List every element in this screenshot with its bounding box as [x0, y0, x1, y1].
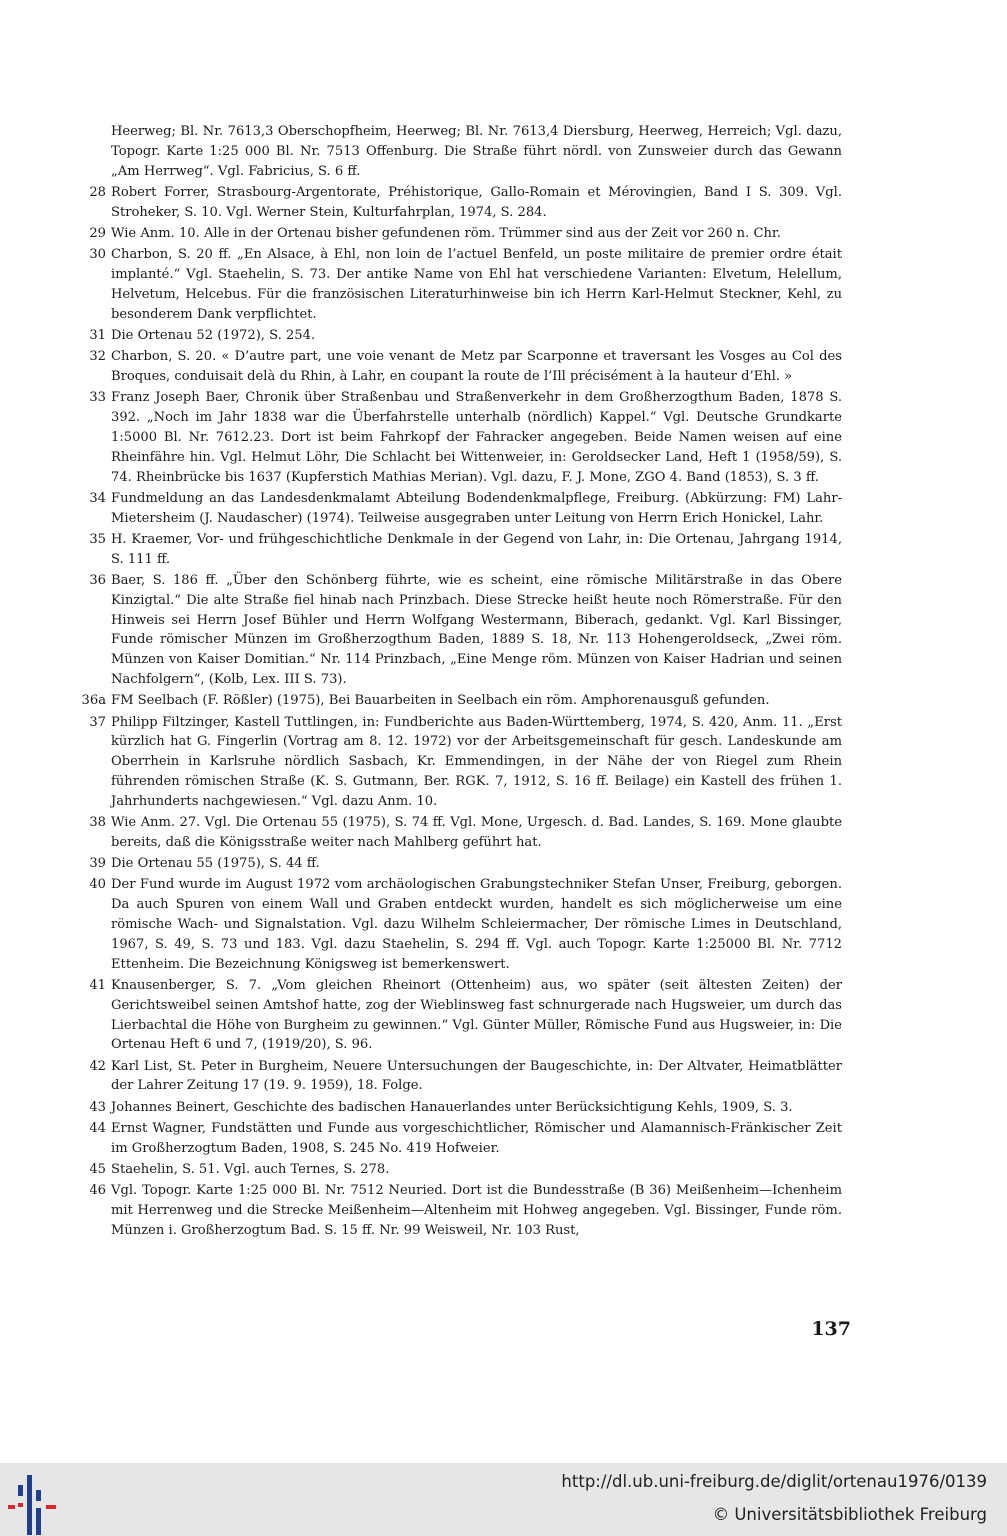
- footnote-text: Knausenberger, S. 7. „Vom gleichen Rheinort (Ottenheim) aus, wo später (seit ältesten Zeiten) der Gerichtsweibel seinen Amtshof hatte, zog der Wieblinsweg fast schnurgerade nach Hugsweier, um durch das Lierbachtal die Höhe von Burgheim zu gewinnen.“ Vgl. Günter Müller, Römische Fund aus Hugsweier, in: Die Ortenau Heft 6 und 7, (1919/20), S. 96.: [111, 977, 842, 1053]
- footnote-text: Wie Anm. 27. Vgl. Die Ortenau 55 (1975), S. 74 ff. Vgl. Mone, Urgesch. d. Bad. Landes, S. 169. Mone glaubte bereits, daß die Königsstraße weiter nach Mahlberg geführt hat.: [111, 815, 842, 850]
- footnote-entry: [84, 245, 842, 324]
- footnote-text: Die Ortenau 52 (1972), S. 254.: [111, 327, 316, 343]
- footnote-entry: [84, 122, 842, 181]
- footnote-number: 31: [89, 327, 106, 343]
- footnote-number: 39: [89, 856, 106, 872]
- footnote-entry: [84, 388, 842, 487]
- footnote-entry: [84, 976, 842, 1055]
- footnote-number: 44: [89, 1121, 106, 1137]
- footnote-text: FM Seelbach (F. Rößler) (1975), Bei Bauarbeiten in Seelbach ein röm. Amphorenausguß gefunden.: [111, 693, 770, 709]
- footnote-text: Robert Forrer, Strasbourg-Argentorate, Préhistorique, Gallo-Romain et Mérovingien, Band I S. 309. Vgl. Stroheker, S. 10. Vgl. Werner Stein, Kulturfahrplan, 1974, S. 284.: [111, 184, 842, 220]
- library-footer: [0, 1463, 1007, 1536]
- footnote-text: Karl List, St. Peter in Burgheim, Neuere Untersuchungen der Baugeschichte, in: Der Altvater, Heimatblätter der Lahrer Zeitung 17 (19. 9. 1959), 18. Folge.: [111, 1058, 842, 1094]
- footnote-number: 38: [89, 815, 106, 831]
- footnote-text: Heerweg; Bl. Nr. 7613,3 Oberschopfheim, Heerweg; Bl. Nr. 7613,4 Diersburg, Heerweg, Herreich; Vgl. dazu, Topogr. Karte 1:25 000 Bl. Nr. 7513 Offenburg. Die Straße führt nördl. von Zunsweier durch das Gewann „Am Herrweg“. Vgl. Fabricius, S. 6 ff.: [111, 124, 842, 179]
- footnote-number: 42: [89, 1058, 106, 1074]
- footnote-number: 35: [89, 531, 106, 547]
- footnote-text: Der Fund wurde im August 1972 vom archäologischen Grabungstechniker Stefan Unser, Freiburg, geborgen. Da auch Spuren von einem Wall und Graben entdeckt wurden, handelt es sich möglicherweise um eine römische Wach- und Signalstation. Vgl. dazu Wilhelm Schleiermacher, Der römische Limes in Deutschland, 1967, S. 49, S. 73 und 183. Vgl. dazu Staehelin, S. 294 ff. Vgl. auch Topogr. Karte 1:25000 Bl. Nr. 7712 Ettenheim. Die Bezeichnung Königsweg ist bemerkenswert.: [111, 877, 842, 972]
- footnote-number: 36a: [81, 693, 106, 709]
- footnote-entry: [84, 1181, 842, 1240]
- footnote-number: 41: [89, 977, 106, 993]
- footnotes-list: [81, 122, 842, 1242]
- footnote-entry: [84, 183, 842, 223]
- footnote-number: 45: [89, 1162, 106, 1178]
- footnote-text: Vgl. Topogr. Karte 1:25 000 Bl. Nr. 7512 Neuried. Dort ist die Bundesstraße (B 36) Meißenheim—Ichenheim mit Herrenweg und die Strecke Meißenheim—Altenheim mit Hohweg angegeben. Vgl. Bissinger, Funde röm. Münzen i. Großherzogtum Bad. S. 15 ff. Nr. 99 Weisweil, Nr. 103 Rust,: [111, 1183, 842, 1239]
- footnote-entry: [84, 1119, 842, 1159]
- footnote-number: 40: [89, 877, 106, 893]
- footnote-text: Philipp Filtzinger, Kastell Tuttlingen, in: Fundberichte aus Baden-Württemberg, 1974, S. 420, Anm. 11. „Erst kürzlich hat G. Fingerlin (Vortrag am 8. 12. 1972) vor der Arbeitsgemeinschaft für gesch. Landeskunde am Oberrhein in Karlsruhe nördlich Sasbach, Kr. Emmendingen, in der Nähe der von Riegel zum Rhein führenden römischen Straße (K. S. Gutmann, Ber. RGK. 7, 1912, S. 16 ff. Beilage) ein Kastell des frühen 1. Jahrhunderts nachgewiesen.“ Vgl. dazu Anm. 10.: [111, 714, 842, 809]
- footnote-number: 34: [89, 490, 106, 506]
- copyright-notice: © Universitätsbibliothek Freiburg: [712, 1505, 987, 1524]
- footnote-number: 36: [89, 573, 106, 589]
- footnote-entry: [84, 813, 842, 853]
- footnote-text: Charbon, S. 20 ff. „En Alsace, à Ehl, non loin de l’actuel Benfeld, un poste militaire de premier ordre était implanté.“ Vgl. Staehelin, S. 73. Der antike Name von Ehl hat verschiedene Varianten: Elvetum, Helellum, Helvetum, Helcebus. Für die französischen Literaturhinweise bin ich Herrn Karl-Helmut Steckner, Kehl, zu besonderem Dank verpflichtet.: [111, 247, 842, 322]
- footnote-number: 29: [89, 225, 106, 241]
- footnote-entry: [84, 347, 842, 387]
- footnote-entry: [84, 713, 842, 812]
- footnote-number: 46: [89, 1183, 106, 1199]
- footnote-entry: [84, 489, 842, 529]
- footnote-text: Franz Joseph Baer, Chronik über Straßenbau und Straßenverkehr in dem Großherzogthum Baden, 1878 S. 392. „Noch im Jahr 1838 war die Überfahrstelle unterhalb (nördlich) Kappel.“ Vgl. Deutsche Grundkarte 1:5000 Bl. Nr. 7612.23. Dort ist beim Fahrkopf der Fahracker angegeben. Beide Namen weisen auf eine Rheinfähre hin. Vgl. Helmut Löhr, Die Schlacht bei Wittenweier, in: Geroldsecker Land, Heft 1 (1958/59), S. 74. Rheinbrücke bis 1637 (Kupferstich Mathias Merian). Vgl. dazu, F. J. Mone, ZGO 4. Band (1853), S. 3 ff.: [111, 390, 842, 485]
- footnote-number: 30: [89, 247, 106, 263]
- ub-freiburg-logo-icon: [0, 1463, 70, 1536]
- footnote-entry: [84, 224, 842, 244]
- footnote-text: H. Kraemer, Vor- und frühgeschichtliche Denkmale in der Gegend von Lahr, in: Die Ortenau, Jahrgang 1914, S. 111 ff.: [111, 531, 842, 567]
- footnote-entry: [84, 530, 842, 570]
- source-url-link[interactable]: http://dl.ub.uni-freiburg.de/diglit/ortenau1976/0139: [561, 1472, 987, 1491]
- footnote-entry: [84, 875, 842, 974]
- footnote-number: 28: [89, 184, 106, 200]
- page-number: 137: [811, 1318, 851, 1340]
- footnote-text: Baer, S. 186 ff. „Über den Schönberg führte, wie es scheint, eine römische Militärstraße in das Obere Kinzigtal.“ Die alte Straße fiel hinab nach Prinzbach. Diese Strecke heißt heute noch Römerstraße. Für den Hinweis sei Herrn Josef Bühler und Herrn Wolfgang Westermann, Biberach, gedankt. Vgl. Karl Bissinger, Funde römischer Münzen im Großherzogthum Baden, 1889 S. 18, Nr. 113 Hohengeroldseck, „Zwei röm. Münzen von Kaiser Domitian.“ Nr. 114 Prinzbach, „Eine Menge röm. Münzen von Kaiser Hadrian und seinen Nachfolgern“, (Kolb, Lex. III S. 73).: [111, 573, 842, 688]
- footnote-entry: [84, 1098, 842, 1118]
- footnote-number: 43: [89, 1099, 106, 1115]
- footnote-text: Johannes Beinert, Geschichte des badischen Hanauerlandes unter Berücksichtigung Kehls, 1909, S. 3.: [111, 1099, 793, 1115]
- footnote-entry: [84, 854, 842, 874]
- footnote-entry: [84, 571, 842, 690]
- footnote-entry: [84, 1057, 842, 1097]
- footnote-number: 32: [89, 349, 106, 365]
- footnote-entry: [84, 1160, 842, 1180]
- footnote-number: 37: [89, 714, 106, 730]
- footnote-text: Staehelin, S. 51. Vgl. auch Ternes, S. 278.: [111, 1162, 390, 1178]
- footnote-entry: [81, 691, 842, 711]
- footnote-text: Wie Anm. 10. Alle in der Ortenau bisher gefundenen röm. Trümmer sind aus der Zeit vor 260 n. Chr.: [111, 225, 781, 241]
- footnote-number: 33: [89, 390, 106, 406]
- footnote-entry: [84, 326, 842, 346]
- footnote-text: Charbon, S. 20. « D’autre part, une voie venant de Metz par Scarponne et traversant les Vosges au Col des Broques, conduisait delà du Rhin, à Lahr, en coupant la route de l’Ill précisément à la hauteur d’Ehl. »: [111, 349, 842, 385]
- footnote-text: Die Ortenau 55 (1975), S. 44 ff.: [111, 856, 320, 872]
- footnote-text: Fundmeldung an das Landesdenkmalamt Abteilung Bodendenkmalpflege, Freiburg. (Abkürzung: FM) Lahr-Mietersheim (J. Naudascher) (1974). Teilweise ausgegraben unter Leitung von Herrn Erich Honickel, Lahr.: [111, 490, 842, 526]
- footnote-text: Ernst Wagner, Fundstätten und Funde aus vorgeschichtlicher, Römischer und Alamannisch-Fränkischer Zeit im Großherzogtum Baden, 1908, S. 245 No. 419 Hofweier.: [111, 1121, 842, 1156]
